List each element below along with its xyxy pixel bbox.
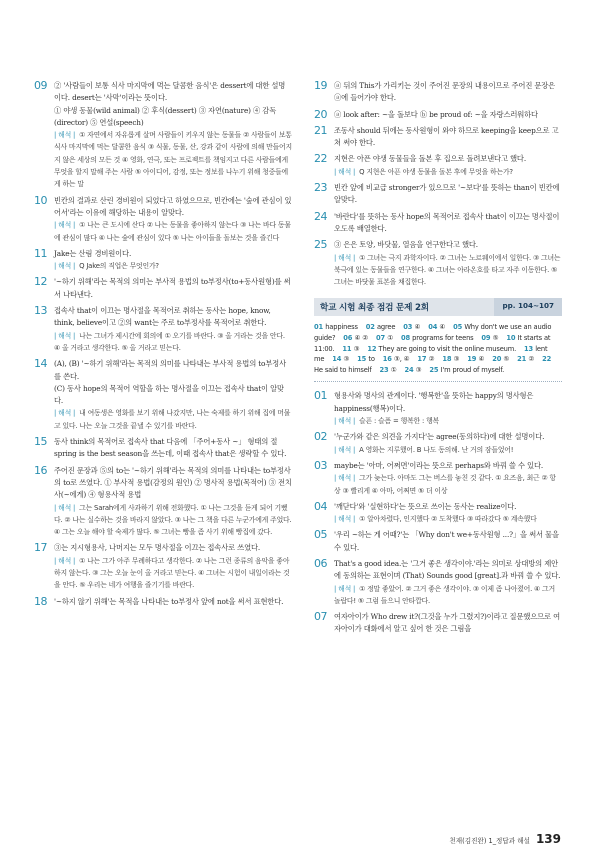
- explanation-item: [314, 182, 562, 207]
- right-column: [314, 80, 562, 640]
- explanation-item: [34, 358, 292, 432]
- footer-book-title: 천재(김진완) 1_정답과 해설: [449, 837, 530, 845]
- question-number: 15: [34, 435, 47, 449]
- explanation-item: [314, 460, 562, 497]
- answer-number: 20: [492, 355, 504, 364]
- explanation-line: Jake는 산림 경비원이다.: [54, 248, 132, 258]
- answer-number: 10: [506, 334, 518, 343]
- explanation-item: [314, 153, 562, 178]
- translation-text: | 해석 | ① 나는 그가 아주 무례하다고 생각한다. ② 나는 그런 종류의 음악을 좋아하지 않는다. ③ 그는 오늘 눈이 올 거라고 믿는다. ④ 그녀는 시험이 내일이라는 것을 안다. ⑤ 우리는 네가 여행을 즐기기를 바란다.: [54, 556, 290, 590]
- explanation-text: [334, 80, 562, 105]
- explanation-text: [54, 195, 292, 244]
- answer-number: 02: [365, 323, 377, 332]
- explanation-line: 동사 think의 목적어로 접속사 that 다음에 「주어+동사 ~」 형태의 절 spring is the best season을 쓰는데, 이때 접속사 that은 생략할 수 있다.: [54, 437, 287, 459]
- translation-text: | 해석 | Q 지현은 아픈 야생 동물을 돌본 후에 무엇을 하는가?: [334, 167, 513, 176]
- question-number: 07: [314, 610, 327, 624]
- answer-entry: 05 Why don't we use an audio guide?: [314, 323, 552, 343]
- explanation-text: [54, 80, 292, 191]
- question-number: 02: [314, 430, 327, 444]
- answer-entry: 25 I'm proud of myself.: [429, 365, 511, 374]
- explanation-item: [34, 465, 292, 539]
- translation-text: | 해석 | ① 정말 좋았어. ② 그거 좋은 생각이야. ③ 이제 좀 나아졌어. ④ 그거 놀랍다! ⑤ 그럼 들으니 안타깝다.: [334, 584, 555, 605]
- section-header: [314, 298, 562, 316]
- explanation-line: 빈칸 앞에 비교급 stronger가 있으므로 '~보다'를 뜻하는 than이 빈칸에 알맞다.: [334, 183, 560, 205]
- question-number: 18: [34, 594, 47, 608]
- explanation-text: [334, 153, 562, 178]
- question-number: 20: [314, 107, 327, 121]
- explanation-item: [34, 195, 292, 244]
- explanation-text: [334, 501, 562, 526]
- explanation-text: [54, 596, 292, 608]
- explanation-item: [34, 596, 292, 608]
- explanation-text: [334, 611, 562, 636]
- explanation-item: [34, 248, 292, 273]
- answer-number: 11: [342, 344, 354, 353]
- answer-number: 19: [467, 355, 479, 364]
- translation-tag: | 해석 |: [334, 445, 356, 454]
- translation-tag: | 해석 |: [54, 131, 76, 140]
- explanation-line: 접속사 that이 이끄는 명사절을 목적어로 취하는 동사는 hope, know, think, believe이고 ②의 want는 주로 to부정사를 목적어로 취한다.: [54, 306, 271, 328]
- explanation-text: [54, 276, 292, 301]
- explanation-text: [54, 542, 292, 591]
- explanation-item: [314, 211, 562, 236]
- answer-entry: 18 ③: [442, 355, 468, 364]
- translation-tag: | 해석 |: [334, 584, 356, 593]
- explanation-item: [314, 611, 562, 636]
- left-column: [34, 80, 292, 612]
- question-number: 23: [314, 181, 327, 195]
- explanation-text: [54, 465, 292, 539]
- translation-tag: | 해석 |: [334, 515, 356, 524]
- translation-tag: | 해석 |: [54, 221, 76, 230]
- answer-entry: 10 It starts at 11:00.: [314, 334, 551, 353]
- answer-entry: 23 ①: [379, 365, 405, 374]
- translation-tag: | 해석 |: [54, 503, 76, 512]
- answer-entry: 21 ②: [517, 355, 543, 364]
- translation-text: | 해석 | A 영화는 지루했어. B 나도 동의해. 난 거의 잠들었어!: [334, 445, 514, 454]
- explanation-line: ③는 지시형용사, 나머지는 모두 명사절을 이끄는 접속사로 쓰였다.: [54, 543, 261, 553]
- answer-entry: 11 ③: [342, 344, 368, 353]
- explanation-text: [334, 558, 562, 607]
- explanation-line: ⓐ look after: ~을 돌보다 ⓑ be proud of: ~을 자랑스러워하다: [334, 109, 538, 119]
- explanation-item: [34, 542, 292, 591]
- question-number: 13: [34, 304, 47, 318]
- explanation-line: maybe는 '아마, 어쩌면'이라는 뜻으로 perhaps와 바꿔 쓸 수 있다.: [334, 460, 544, 470]
- page-footer: [449, 832, 561, 846]
- explanation-text: [334, 125, 562, 150]
- answer-entry: 03 ④: [403, 323, 429, 332]
- question-number: 14: [34, 357, 47, 371]
- translation-text: | 해석 | ① 자연에서 자유롭게 살며 사람들이 키우지 않는 동물들 ② 사람들이 보통 식사 마지막에 먹는 달콤한 음식 ③ 식물, 동물, 산, 강과 같이 사람에 의해 만들어지지 않은 세상의 모든 것 ④ 영화, 연극, 또는 프로젝트를 책임지고 다른 사람들에게 무엇을 할지 말해 주는 사람 ⑤ 아이디어, 감정, 또는 정보를 나누기 위해 청중들에게 하는 말: [54, 131, 292, 189]
- question-number: 11: [34, 246, 47, 260]
- explanation-text: [334, 460, 562, 497]
- answer-number: 08: [400, 334, 413, 343]
- explanation-item: [314, 501, 562, 526]
- answer-entry: 15 to: [357, 355, 383, 364]
- explanation-line: 형용사와 명사의 관계이다. '행복한'을 뜻하는 happy의 명사형은 happiness(행복)이다.: [334, 391, 534, 413]
- answer-number: 09: [481, 334, 493, 343]
- explanation-item: [314, 529, 562, 554]
- explanation-item: [314, 239, 562, 288]
- question-number: 10: [34, 193, 47, 207]
- answer-number: 12: [367, 344, 379, 353]
- right-column-top-items: [314, 80, 562, 288]
- answer-number: 18: [442, 355, 454, 364]
- question-number: 06: [314, 556, 327, 570]
- translation-text: | 해석 | 그는 Sarah에게 사과하기 위해 전화했다. ① 나는 그것을 듣게 되어 기뻤다. ② 나는 실수하는 것을 바라지 않았다. ③ 나는 그 책을 다른 누군가에게 주었다. ④ 그는 오늘 해야 할 숙제가 많다. ⑤ 그녀는 빵을 좀 사기 위해 빵집에 갔다.: [54, 503, 292, 537]
- right-column-bottom-items: [314, 390, 562, 635]
- answer-entry: 02 agree: [365, 323, 404, 332]
- answer-entry: 13 lent me: [314, 344, 548, 364]
- answer-number: 24: [404, 365, 416, 374]
- explanation-line: ① 야생 동물(wild animal) ② 후식(dessert) ③ 자연(nature) ④ 감독(director) ⑤ 연설(speech): [54, 105, 277, 127]
- translation-tag: | 해석 |: [334, 417, 356, 426]
- answer-entry: 09 ⑤: [481, 334, 507, 343]
- question-number: 05: [314, 528, 327, 542]
- explanation-line: 조동사 should 뒤에는 동사원형이 와야 하므로 keeping을 keep으로 고쳐 써야 한다.: [334, 125, 559, 148]
- translation-tag: | 해석 |: [54, 556, 76, 565]
- section-page-range: pp. 104~107: [494, 298, 562, 316]
- translation-text: | 해석 | ① 나는 큰 도시에 산다 ② 나는 동물을 좋아하지 않는다 ③ 나는 바다 동물에 관심이 많다 ④ 나는 숲에 관심이 있다 ⑤ 나는 아이들을 돌보는 것을 즐긴다: [54, 221, 291, 242]
- answer-number: 13: [524, 344, 536, 353]
- explanation-item: [34, 276, 292, 301]
- explanation-item: [314, 558, 562, 607]
- question-number: 21: [314, 123, 327, 137]
- answer-number: 01: [314, 323, 326, 332]
- answer-entry: 14 ③: [332, 355, 358, 364]
- translation-tag: | 해석 |: [54, 331, 76, 340]
- answer-number: 23: [379, 365, 391, 374]
- explanation-line: 여자아이가 Who drew it?(그것을 누가 그렸지?)이라고 질문했으므로 여자아이가 대화에서 알고 싶어 한 것은 그림을: [334, 612, 561, 634]
- explanation-line: '우리 ~하는 게 어때?'는 「Why don't we+동사원형 ...?」을 써서 물을 수 있다.: [334, 530, 559, 552]
- translation-text: | 해석 | 슬픈 : 슬픔 = 행복한 : 행복: [334, 417, 439, 426]
- question-number: 12: [34, 275, 47, 289]
- answer-entry: 08 programs for teens: [400, 334, 482, 343]
- answer-entry: 07 ①: [376, 334, 401, 343]
- explanation-item: [34, 436, 292, 461]
- explanation-text: [334, 390, 562, 427]
- answer-entry: 16 ③, ④: [382, 355, 418, 364]
- explanation-text: [54, 305, 292, 354]
- explanation-line: 빈칸의 결과로 산린 경비원이 되었다고 하였으므로, 빈칸에는 '숲에 관심이 있어서'라는 이유에 해당하는 내용이 알맞다.: [54, 195, 292, 217]
- explanation-item: [314, 431, 562, 456]
- translation-tag: | 해석 |: [334, 474, 356, 483]
- explanation-item: [34, 305, 292, 354]
- translation-tag: | 해석 |: [334, 167, 356, 176]
- answer-number: 15: [357, 355, 369, 364]
- explanation-line: (A), (B) '~하기 위해'라는 목적의 의미를 나타내는 부사적 용법의 to부정사를 쓴다.: [54, 359, 286, 381]
- explanation-line: '바란다'를 뜻하는 동사 hope의 목적어로 접속사 that이 이끄는 명사절이 오도록 배열한다.: [334, 211, 560, 233]
- explanation-line: '~하지 않기 위해'는 목적을 나타내는 to부정사 앞에 not을 써서 표현한다.: [54, 596, 284, 606]
- answer-entry: 12 They are going to visit the online museum.: [367, 344, 525, 353]
- explanation-line: '깨닫다'와 '실현하다'는 뜻으로 쓰이는 동사는 realize이다.: [334, 501, 517, 511]
- question-number: 25: [314, 238, 327, 252]
- explanation-text: [334, 529, 562, 554]
- explanation-line: 주어진 문장과 ⑤의 to는 '~하기 위해'라는 목적의 의미를 나타내는 to부정사의 to로 쓰였다. ① 부사적 용법(감정의 원인) ② 명사적 용법(목적어) ③ 전치사(~에게) ④ 형용사적 용법: [54, 465, 292, 500]
- explanation-text: [54, 436, 292, 461]
- explanation-line: '누군가와 같은 의견을 가지다'는 agree(동의하다)에 대한 설명이다.: [334, 432, 545, 442]
- translation-tag: | 해석 |: [334, 253, 356, 262]
- explanation-text: [334, 211, 562, 236]
- section-title: 학교 시험 최종 점검 문제 2회: [320, 303, 429, 314]
- explanation-line: ③ 은은 토양, 바닷물, 열음을 연구한다고 했다.: [334, 240, 478, 250]
- answer-number: 06: [343, 334, 355, 343]
- answer-entry: 17 ②: [417, 355, 443, 364]
- explanation-text: [334, 182, 562, 207]
- answer-entry: 20 ⑤: [492, 355, 518, 364]
- explanation-line: That's a good idea.는 '그거 좋은 생각이야.'라는 의미로 상대방의 제안에 동의하는 표현이며 (That) Sounds good [great].과 바꿔 쓸 수 있다.: [334, 558, 561, 581]
- answer-number: 05: [453, 323, 465, 332]
- answer-entry: 06 ④ ②: [343, 334, 377, 343]
- answer-entry: 04 ④: [428, 323, 454, 332]
- question-number: 16: [34, 463, 47, 477]
- translation-text: | 해석 | Q Jake의 직업은 무엇인가?: [54, 262, 159, 271]
- explanation-text: [334, 431, 562, 456]
- answer-number: 04: [428, 323, 440, 332]
- answer-entry: 01 happiness: [314, 323, 366, 332]
- translation-tag: | 해석 |: [54, 262, 76, 271]
- translation-text: | 해석 | ① 알아차렸다, 인지했다 ② 도착했다 ③ 따라갔다 ⑤ 계속했다: [334, 515, 537, 524]
- explanation-line: 지현은 아픈 야생 동물들을 돌본 후 집으로 돌려보낸다고 했다.: [334, 154, 526, 164]
- answer-number: 03: [403, 323, 415, 332]
- answer-number: 21: [517, 355, 529, 364]
- question-number: 09: [34, 79, 47, 92]
- explanation-text: [54, 248, 292, 273]
- answer-entry: 19 ④: [467, 355, 493, 364]
- question-number: 17: [34, 541, 47, 555]
- question-number: 22: [314, 152, 327, 166]
- translation-text: | 해석 | 내 여동생은 영화를 보기 위해 나갔지만, 나는 숙제를 하기 위해 집에 머물고 있다. 나는 오늘 그것을 끝낼 수 있기를 바란다.: [54, 409, 291, 430]
- explanation-line: '~하기 위해'라는 목적의 의미는 부사적 용법의 to부정사(to+동사원형)를 써서 나타낸다.: [54, 277, 291, 299]
- answer-entry: 22 He said to himself: [314, 355, 552, 374]
- explanation-item: [314, 390, 562, 427]
- explanation-text: [334, 239, 562, 288]
- answer-number: 17: [417, 355, 429, 364]
- explanation-line: (C) 동사 hope의 목적어 역할을 하는 명사절을 이끄는 접속사 that이 알맞다.: [54, 383, 284, 406]
- answer-entry: 24 ③: [404, 365, 430, 374]
- explanation-item: [314, 80, 562, 105]
- translation-tag: | 해석 |: [54, 409, 76, 418]
- page-number: 139: [535, 832, 561, 846]
- question-number: 04: [314, 499, 327, 513]
- explanation-text: [334, 109, 562, 121]
- explanation-text: [54, 358, 292, 432]
- question-number: 24: [314, 209, 327, 223]
- translation-text: | 해석 | 그가 늦는다. 아마도 그는 버스를 놓친 것 같다. ① 요즈음, 최근 ② 항상 ③ 빨리게 ④ 아마, 어쩌면 ⑤ 더 이상: [334, 474, 556, 495]
- question-number: 03: [314, 458, 327, 472]
- answer-number: 25: [429, 365, 441, 374]
- answer-list: [314, 322, 562, 382]
- explanation-item: [314, 109, 562, 121]
- explanation-item: [314, 125, 562, 150]
- translation-text: | 해석 | ① 그녀는 극지 과학자이다. ② 그녀는 노르웨이에서 일한다. ③ 그녀는 북극에 있는 동물들을 연구한다. ④ 그녀는 아라온호를 타고 자주 이동한다. ⑤ 그녀는 바닷물 표본을 채집한다.: [334, 253, 561, 287]
- explanation-line: ⓐ 뒤의 This가 가리키는 것이 주어진 문장의 내용이므로 주어진 문장은 ⓐ에 들어가야 한다.: [334, 81, 556, 103]
- answer-number: 22: [542, 355, 552, 364]
- question-number: 19: [314, 79, 327, 92]
- answer-number: 07: [376, 334, 388, 343]
- question-number: 01: [314, 389, 327, 403]
- answer-number: 14: [332, 355, 344, 364]
- answer-number: 16: [382, 355, 394, 364]
- explanation-item: [34, 80, 292, 191]
- explanation-line: ② '사람들이 보통 식사 마지막에 먹는 달콤한 음식'은 dessert에 대한 설명이다. desert는 '사막'이라는 뜻이다.: [54, 81, 286, 103]
- translation-text: | 해석 | 나는 그녀가 제시간에 회의에 ① 오기를 바란다. ③ 올 거라는 것을 안다. ④ 올 거라고 생각한다. ⑤ 올 거라고 믿는다.: [54, 331, 285, 352]
